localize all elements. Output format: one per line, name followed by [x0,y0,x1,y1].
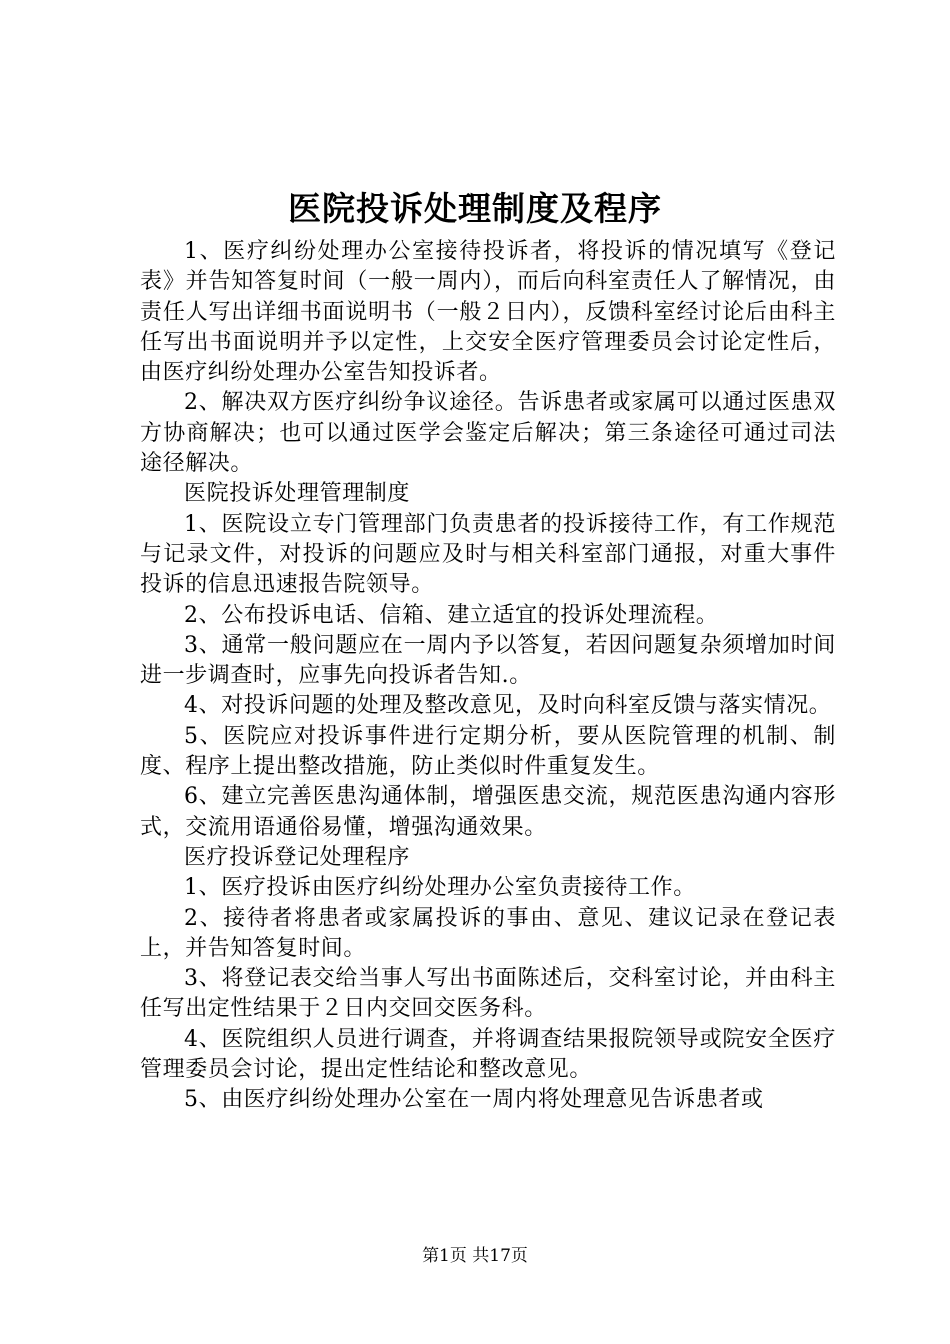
paragraph-management-2: 2、公布投诉电话、信箱、建立适宜的投诉处理流程。 [184,602,719,628]
paragraph-management-1: 1、医院设立专门管理部门负责患者的投诉接待工作，有工作规范与记录文件，对投诉的问题应及时与相关科室部门通报，对重大事件投诉的信息迅速报告院领导。 [140,511,836,598]
paragraph-procedure-2: 2、解决双方医疗纠纷争议途径。告诉患者或家属可以通过医患双方协商解决；也可以通过医学会鉴定后解决；第三条途径可通过司法途径解决。 [140,390,836,477]
paragraph-management-6: 6、建立完善医患沟通体制，增强医患交流，规范医患沟通内容形式，交流用语通俗易懂，增强沟通效果。 [140,784,836,840]
paragraph-registration-1: 1、医疗投诉由医疗纠纷处理办公室负责接待工作。 [184,875,696,901]
paragraph-registration-4: 4、医院组织人员进行调查，并将调查结果报院领导或院安全医疗管理委员会讨论，提出定性结论和整改意见。 [140,1026,836,1083]
paragraph-procedure-1: 1、医疗纠纷处理办公室接待投诉者，将投诉的情况填写《登记表》并告知答复时间（一般一周内），而后向科室责任人了解情况，由责任人写出详细书面说明书（一般２日内），反馈科室经讨论后由科主任写出书面说明并予以定性，上交安全医疗管理委员会讨论定性后，由医疗纠纷处理办公室告知投诉者。 [140,239,836,386]
paragraph-management-5: 5、医院应对投诉事件进行定期分析，要从医院管理的机制、制度、程序上提出整改措施，防止类似时件重复发生。 [140,723,836,780]
document-title: 医院投诉处理制度及程序 [288,189,662,228]
paragraph-management-3: 3、通常一般问题应在一周内予以答复，若因问题复杂须增加时间进一步调查时，应事先向投诉者告知.。 [140,632,836,689]
document-body [140,237,836,1116]
paragraph-management-4: 4、对投诉问题的处理及整改意见，及时向科室反馈与落实情况。 [184,693,832,719]
section-heading-management: 医院投诉处理管理制度 [184,481,411,507]
page-indicator: 第1页 共17页 [422,1246,528,1266]
paragraph-registration-3: 3、将登记表交给当事人写出书面陈述后，交科室讨论，并由科主任写出定性结果于２日内交回交医务科。 [140,966,836,1022]
paragraph-registration-5: 5、由医疗纠纷处理办公室在一周内将处理意见告诉患者或 [184,1087,764,1113]
paragraph-registration-2: 2、接待者将患者或家属投诉的事由、意见、建议记录在登记表上，并告知答复时间。 [140,905,836,961]
section-heading-registration: 医疗投诉登记处理程序 [184,844,411,870]
